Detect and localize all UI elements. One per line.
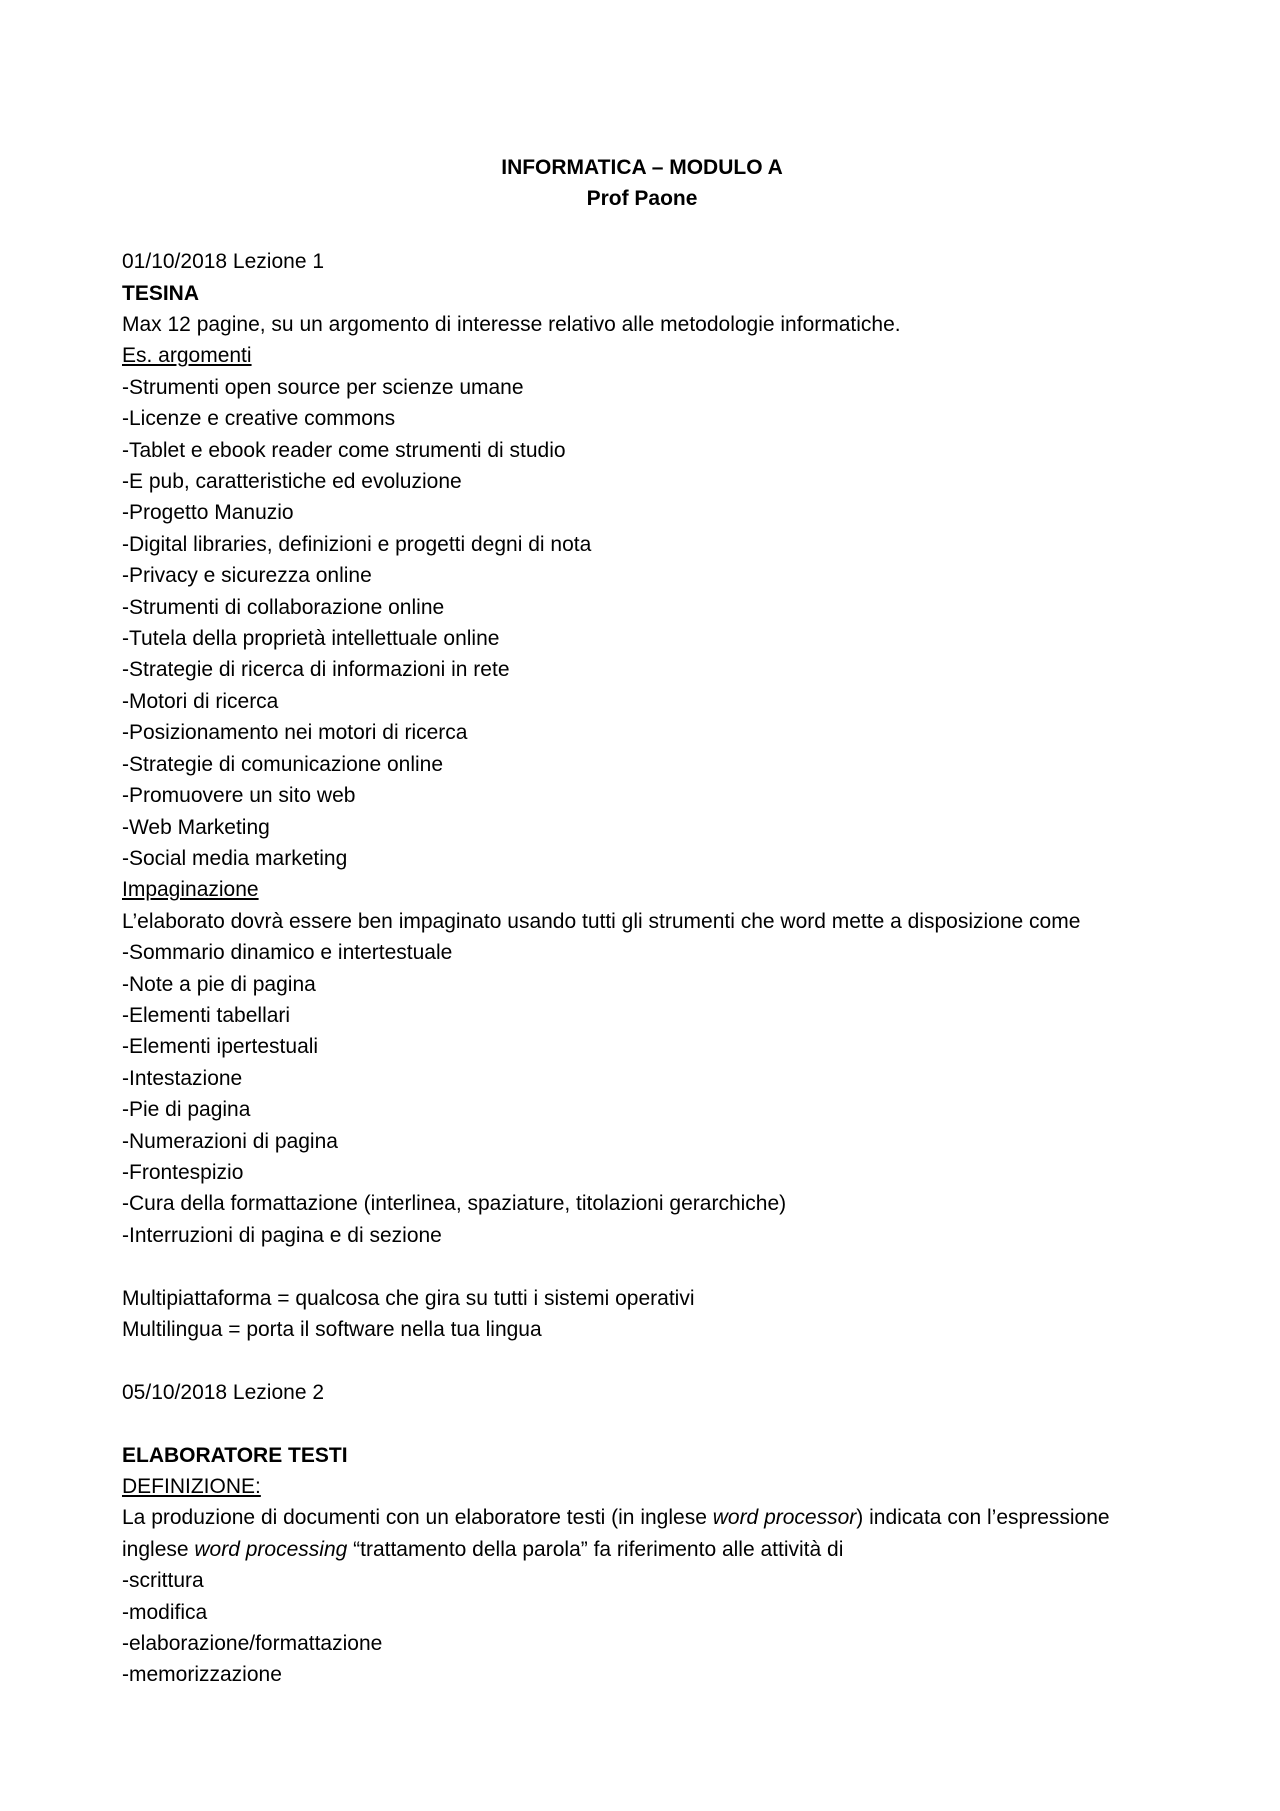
list-item: -Note a pie di pagina bbox=[122, 972, 316, 996]
list-item: -Promuovere un sito web bbox=[122, 784, 356, 808]
word-processor-heading: ELABORATORE TESTI bbox=[122, 1443, 348, 1467]
list-item: -scrittura bbox=[122, 1569, 204, 1593]
list-item: -Strategie di comunicazione online bbox=[122, 752, 444, 776]
list-item: -Strategie di ricerca di informazioni in rete bbox=[122, 658, 510, 682]
definition-text: “trattamento della parola” fa riferimento alle attività di bbox=[347, 1537, 844, 1561]
tesina-description: Max 12 pagine, su un argomento di interesse relativo alle metodologie informatiche. bbox=[122, 313, 901, 337]
list-item: -Tablet e ebook reader come strumenti di studio bbox=[122, 438, 566, 462]
list-item: -Licenze e creative commons bbox=[122, 407, 396, 431]
activities-list bbox=[122, 1565, 1162, 1691]
list-item: -Digital libraries, definizioni e progetti degni di nota bbox=[122, 532, 592, 556]
list-item: -Progetto Manuzio bbox=[122, 501, 294, 525]
definition-italic-term: word processor bbox=[712, 1506, 857, 1530]
list-item: -memorizzazione bbox=[122, 1663, 282, 1687]
list-item: -Frontespizio bbox=[122, 1160, 244, 1184]
list-item: -Posizionamento nei motori di ricerca bbox=[122, 721, 468, 745]
topics-heading: Es. argomenti bbox=[122, 344, 252, 368]
blank-line bbox=[122, 1408, 1162, 1439]
definition-text: La produzione di documenti con un elaboratore testi (in inglese bbox=[122, 1506, 713, 1530]
lesson2-date: 05/10/2018 Lezione 2 bbox=[122, 1380, 325, 1404]
document-content bbox=[122, 152, 1162, 1691]
definition-text: ) indicata con l’espressione inglese bbox=[122, 1506, 1110, 1561]
document-title: INFORMATICA – MODULO A bbox=[501, 156, 783, 179]
definition-italic-term: word processing bbox=[194, 1537, 348, 1561]
list-item: -Elementi ipertestuali bbox=[122, 1035, 319, 1059]
list-item: -Pie di pagina bbox=[122, 1098, 251, 1122]
list-item: -Intestazione bbox=[122, 1066, 243, 1090]
topics-list bbox=[122, 372, 1162, 875]
list-item: -Interruzioni di pagina e di sezione bbox=[122, 1223, 442, 1247]
list-item: -Privacy e sicurezza online bbox=[122, 564, 372, 588]
layout-description: L’elaborato dovrà essere ben impaginato usando tutti gli strumenti che word mette a disposizione come bbox=[122, 909, 1081, 933]
blank-line bbox=[122, 215, 1162, 246]
list-item: -Strumenti open source per scienze umane bbox=[122, 375, 524, 399]
list-item: -Numerazioni di pagina bbox=[122, 1129, 338, 1153]
document-subtitle: Prof Paone bbox=[586, 187, 698, 211]
blank-line bbox=[122, 1345, 1162, 1376]
list-item: -Motori di ricerca bbox=[122, 689, 279, 713]
list-item: -Social media marketing bbox=[122, 846, 348, 870]
list-item: -Strumenti di collaborazione online bbox=[122, 595, 445, 619]
lesson1-date: 01/10/2018 Lezione 1 bbox=[122, 250, 325, 274]
list-item: -Elementi tabellari bbox=[122, 1003, 291, 1027]
list-item: -Web Marketing bbox=[122, 815, 270, 839]
list-item: -Cura della formattazione (interlinea, spaziature, titolazioni gerarchiche) bbox=[122, 1192, 787, 1216]
list-item: -modifica bbox=[122, 1600, 208, 1624]
layout-heading: Impaginazione bbox=[122, 878, 259, 902]
list-item: -E pub, caratteristiche ed evoluzione bbox=[122, 470, 462, 494]
tesina-heading: TESINA bbox=[122, 281, 200, 305]
definition-multiplatform: Multipiattaforma = qualcosa che gira su tutti i sistemi operativi bbox=[122, 1286, 695, 1310]
list-item: -Sommario dinamico e intertestuale bbox=[122, 941, 453, 965]
list-item: -elaborazione/formattazione bbox=[122, 1632, 383, 1656]
definition-paragraph bbox=[122, 1502, 1162, 1565]
blank-line bbox=[122, 1251, 1162, 1282]
list-item: -Tutela della proprietà intellettuale online bbox=[122, 627, 500, 651]
definition-multilanguage: Multilingua = porta il software nella tua lingua bbox=[122, 1318, 542, 1341]
definition-heading: DEFINIZIONE: bbox=[122, 1475, 261, 1498]
layout-list bbox=[122, 937, 1162, 1251]
